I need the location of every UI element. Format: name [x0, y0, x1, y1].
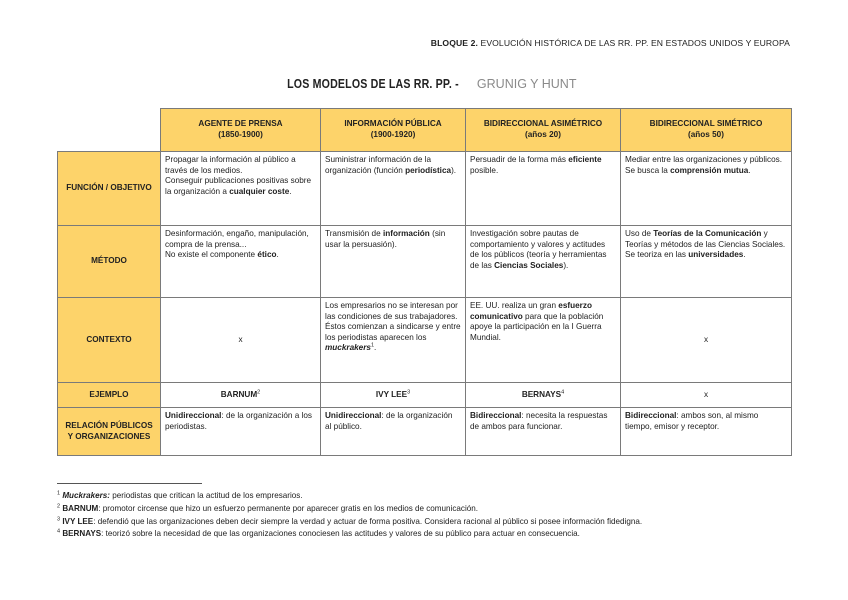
table-cell: Uso de Teorías de la Comunicación y Teorías y métodos de las Ciencias Sociales. Se teoriza en las universidades. [621, 226, 792, 298]
table-cell: Persuadir de la forma más eficiente posible. [466, 152, 621, 226]
table-cell: Investigación sobre pautas de comportamiento y valores y actitudes de los públicos (teoría y herramientas de las Ciencias Sociales). [466, 226, 621, 298]
table-cell: Bidireccional: ambos son, al mismo tiempo, emisor y receptor. [621, 408, 792, 456]
table-cell: Mediar entre las organizaciones y públicos. Se busca la comprensión mutua. [621, 152, 792, 226]
footnote: $^3$ IVY LEE: defendió que las organizaciones deben decir siempre la verdad y actuar de forma positiva. Considera racional al público si posee información fidedigna. [57, 515, 643, 526]
title-main: LOS MODELOS DE LAS RR. PP. - [286, 77, 459, 91]
table-cell: Unidireccional: de la organización al público. [321, 408, 466, 456]
column-header: AGENTE DE PRENSA (1850-1900) [161, 109, 321, 152]
table-cell: Los empresarios no se interesan por las condiciones de sus trabajadores. Éstos comienzan a sindicarse y entre los periodistas aparecen los muckrakers$^1$. [321, 298, 466, 383]
column-header: INFORMACIÓN PÚBLICA (1900-1920) [321, 109, 466, 152]
title-sub: GRUNIG Y HUNT [476, 77, 577, 91]
table-cell: BARNUM$^2$ [161, 383, 321, 408]
footnote: $^4$ BERNAYS: teorizó sobre la necesidad de que las organizaciones conociesen las actitudes y valores de su público para actuar en consecuencia. [57, 528, 580, 539]
footnotes [57, 490, 642, 541]
table-cell: Desinformación, engaño, manipulación, compra de la prensa... No existe el componente ético. [161, 226, 321, 298]
table-cell: Unidireccional: de la organización a los periodistas. [161, 408, 321, 456]
table-cell: x [161, 298, 321, 383]
table-cell: x [621, 298, 792, 383]
header-block-title: EVOLUCIÓN HISTÓRICA DE LAS RR. PP. EN ESTADOS UNIDOS Y EUROPA [478, 38, 790, 48]
table-row [58, 408, 792, 456]
table-cell: BERNAYS$^4$ [466, 383, 621, 408]
column-header: BIDIRECCIONAL SIMÉTRICO (años 50) [621, 109, 792, 152]
row-header-contexto: CONTEXTO [58, 298, 161, 383]
table-cell: x [621, 383, 792, 408]
table-row [58, 298, 792, 383]
row-header-ejemplo: EJEMPLO [58, 383, 161, 408]
footnote-divider [57, 483, 202, 484]
table-row [58, 383, 792, 408]
table-cell: Suministrar información de la organización (función periodística). [321, 152, 466, 226]
page-header [431, 38, 790, 48]
table-cell: Bidireccional: necesita la respuestas de ambos para funcionar. [466, 408, 621, 456]
column-header: BIDIRECCIONAL ASIMÉTRICO (años 20) [466, 109, 621, 152]
table-header-row [58, 109, 792, 152]
models-table [57, 108, 792, 456]
row-header-metodo: MÉTODO [58, 226, 161, 298]
table-corner [58, 109, 161, 152]
table-row [58, 226, 792, 298]
page-title [0, 77, 848, 91]
table-cell: EE. UU. realiza un gran esfuerzo comunicativo para que la población apoye la participación en la I Guerra Mundial. [466, 298, 621, 383]
header-block-label: BLOQUE 2. [430, 38, 478, 48]
footnote: $^1$ Muckrakers: periodistas que critican la actitud de los empresarios. [57, 490, 303, 500]
footnote: $^2$ BARNUM: promotor circense que hizo un esfuerzo permanente por aparecer gratis en los medios de comunicación. [57, 503, 478, 513]
table-cell: IVY LEE$^3$ [321, 383, 466, 408]
table-cell: Propagar la información al público a través de los medios. Conseguir publicaciones positivas sobre la organización a cualquier coste. [161, 152, 321, 226]
table-row [58, 152, 792, 226]
row-header-relacion: RELACIÓN PÚBLICOS Y ORGANIZACIONES [58, 408, 161, 456]
row-header-funcion: FUNCIÓN / OBJETIVO [58, 152, 161, 226]
table-cell: Transmisión de información (sin usar la persuasión). [321, 226, 466, 298]
